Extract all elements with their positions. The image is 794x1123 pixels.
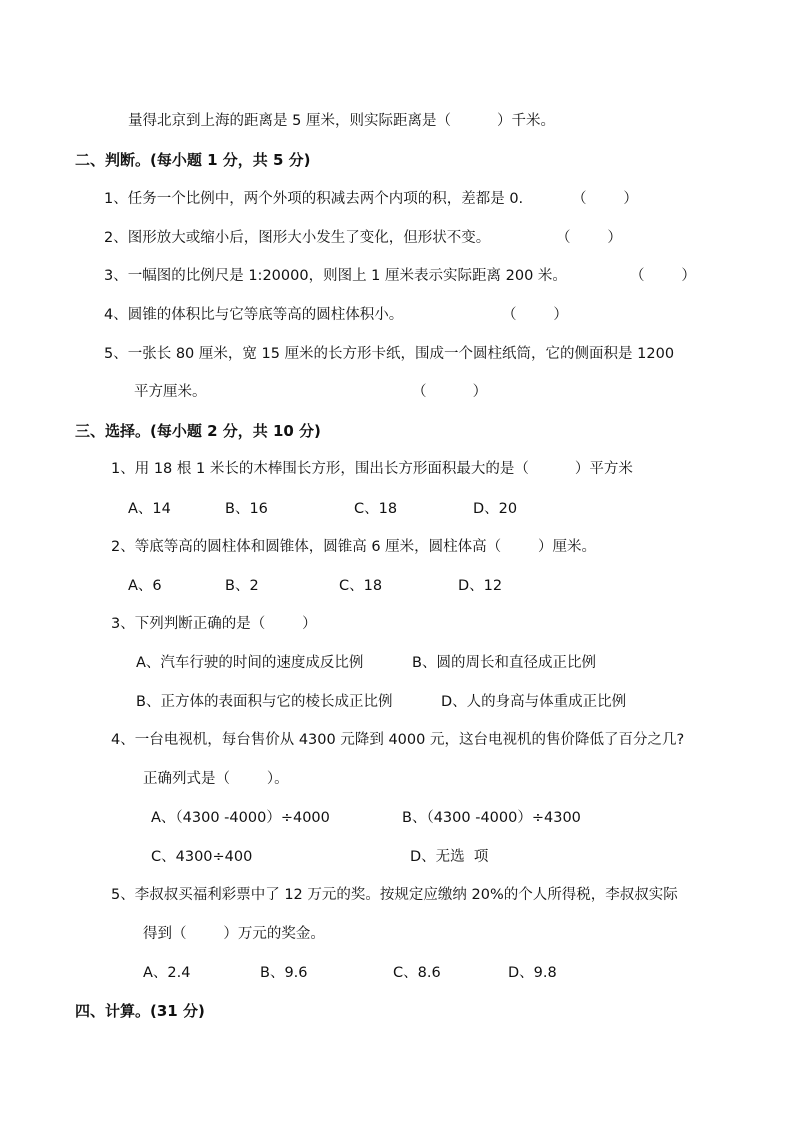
q5-option-a: A、2.4: [143, 965, 191, 981]
section-3-heading: 三、选择。(每小题 2 分，共 10 分): [75, 422, 321, 440]
judge-item-1: 1、任务一个比例中，两个外项的积减去两个内项的积，差都是 0.: [104, 191, 524, 207]
q4-option-a: A、（4300 -4000）÷4000: [151, 810, 330, 826]
q4-option-d: D、无选 项: [410, 849, 489, 865]
q1-option-a: A、14: [128, 501, 171, 517]
q3-option-b: B、圆的周长和直径成正比例: [412, 655, 596, 671]
q4-option-b: B、（4300 -4000）÷4300: [402, 810, 581, 826]
judge-item-4: 4、圆锥的体积比与它等底等高的圆柱体积小。: [104, 307, 404, 323]
judge-item-5-paren: （ ）: [412, 384, 488, 400]
judge-item-5-cont: 平方厘米。: [134, 384, 207, 400]
q5-option-c: C、8.6: [393, 965, 441, 981]
section-4-heading: 四、计算。(31 分): [75, 1002, 205, 1020]
judge-item-3: 3、一幅图的比例尺是 1:20000，则图上 1 厘米表示实际距离 200 米。: [104, 268, 567, 284]
q4-option-c: C、4300÷400: [151, 849, 253, 865]
choice-q5: 5、李叔叔买福利彩票中了 12 万元的奖。按规定应缴纳 20%的个人所得税，李叔叔实际: [111, 887, 678, 903]
judge-item-5: 5、一张长 80 厘米，宽 15 厘米的长方形卡纸，围成一个圆柱纸筒，它的侧面积是 1200: [104, 346, 675, 362]
intro-line: 量得北京到上海的距离是 5 厘米，则实际距离是（ ）千米。: [128, 113, 556, 129]
q1-option-c: C、18: [354, 501, 398, 517]
q3-option-c: B、正方体的表面积与它的棱长成正比例: [136, 694, 393, 710]
judge-item-4-paren: （ ）: [502, 307, 568, 323]
q5-option-d: D、9.8: [508, 965, 557, 981]
q3-option-d: D、人的身高与体重成正比例: [441, 694, 627, 710]
section-2-heading: 二、判断。(每小题 1 分，共 5 分): [75, 151, 311, 169]
q1-option-d: D、20: [473, 501, 518, 517]
q1-option-b: B、16: [225, 501, 268, 517]
q2-option-a: A、6: [128, 578, 162, 594]
choice-q4-cont: 正确列式是（ ）。: [143, 771, 289, 787]
judge-item-2: 2、图形放大或缩小后，图形大小发生了变化，但形状不变。: [104, 230, 491, 246]
choice-q4: 4、一台电视机，每台售价从 4300 元降到 4000 元，这台电视机的售价降低了百分之几?: [111, 732, 685, 748]
judge-item-1-paren: （ ）: [572, 191, 638, 207]
choice-q1: 1、用 18 根 1 米长的木棒围长方形，围出长方形面积最大的是（ ）平方米: [111, 461, 633, 477]
judge-item-2-paren: （ ）: [556, 230, 622, 246]
q2-option-c: C、18: [339, 578, 383, 594]
q5-option-b: B、9.6: [260, 965, 308, 981]
q2-option-d: D、12: [458, 578, 503, 594]
q3-option-a: A、汽车行驶的时间的速度成反比例: [136, 655, 364, 671]
judge-item-3-paren: （ ）: [630, 268, 696, 284]
choice-q2: 2、等底等高的圆柱体和圆锥体，圆锥高 6 厘米，圆柱体高（ ）厘米。: [111, 539, 597, 555]
q2-option-b: B、2: [225, 578, 259, 594]
choice-q3: 3、下列判断正确的是（ ）: [111, 616, 317, 632]
choice-q5-cont: 得到（ ）万元的奖金。: [143, 926, 325, 942]
